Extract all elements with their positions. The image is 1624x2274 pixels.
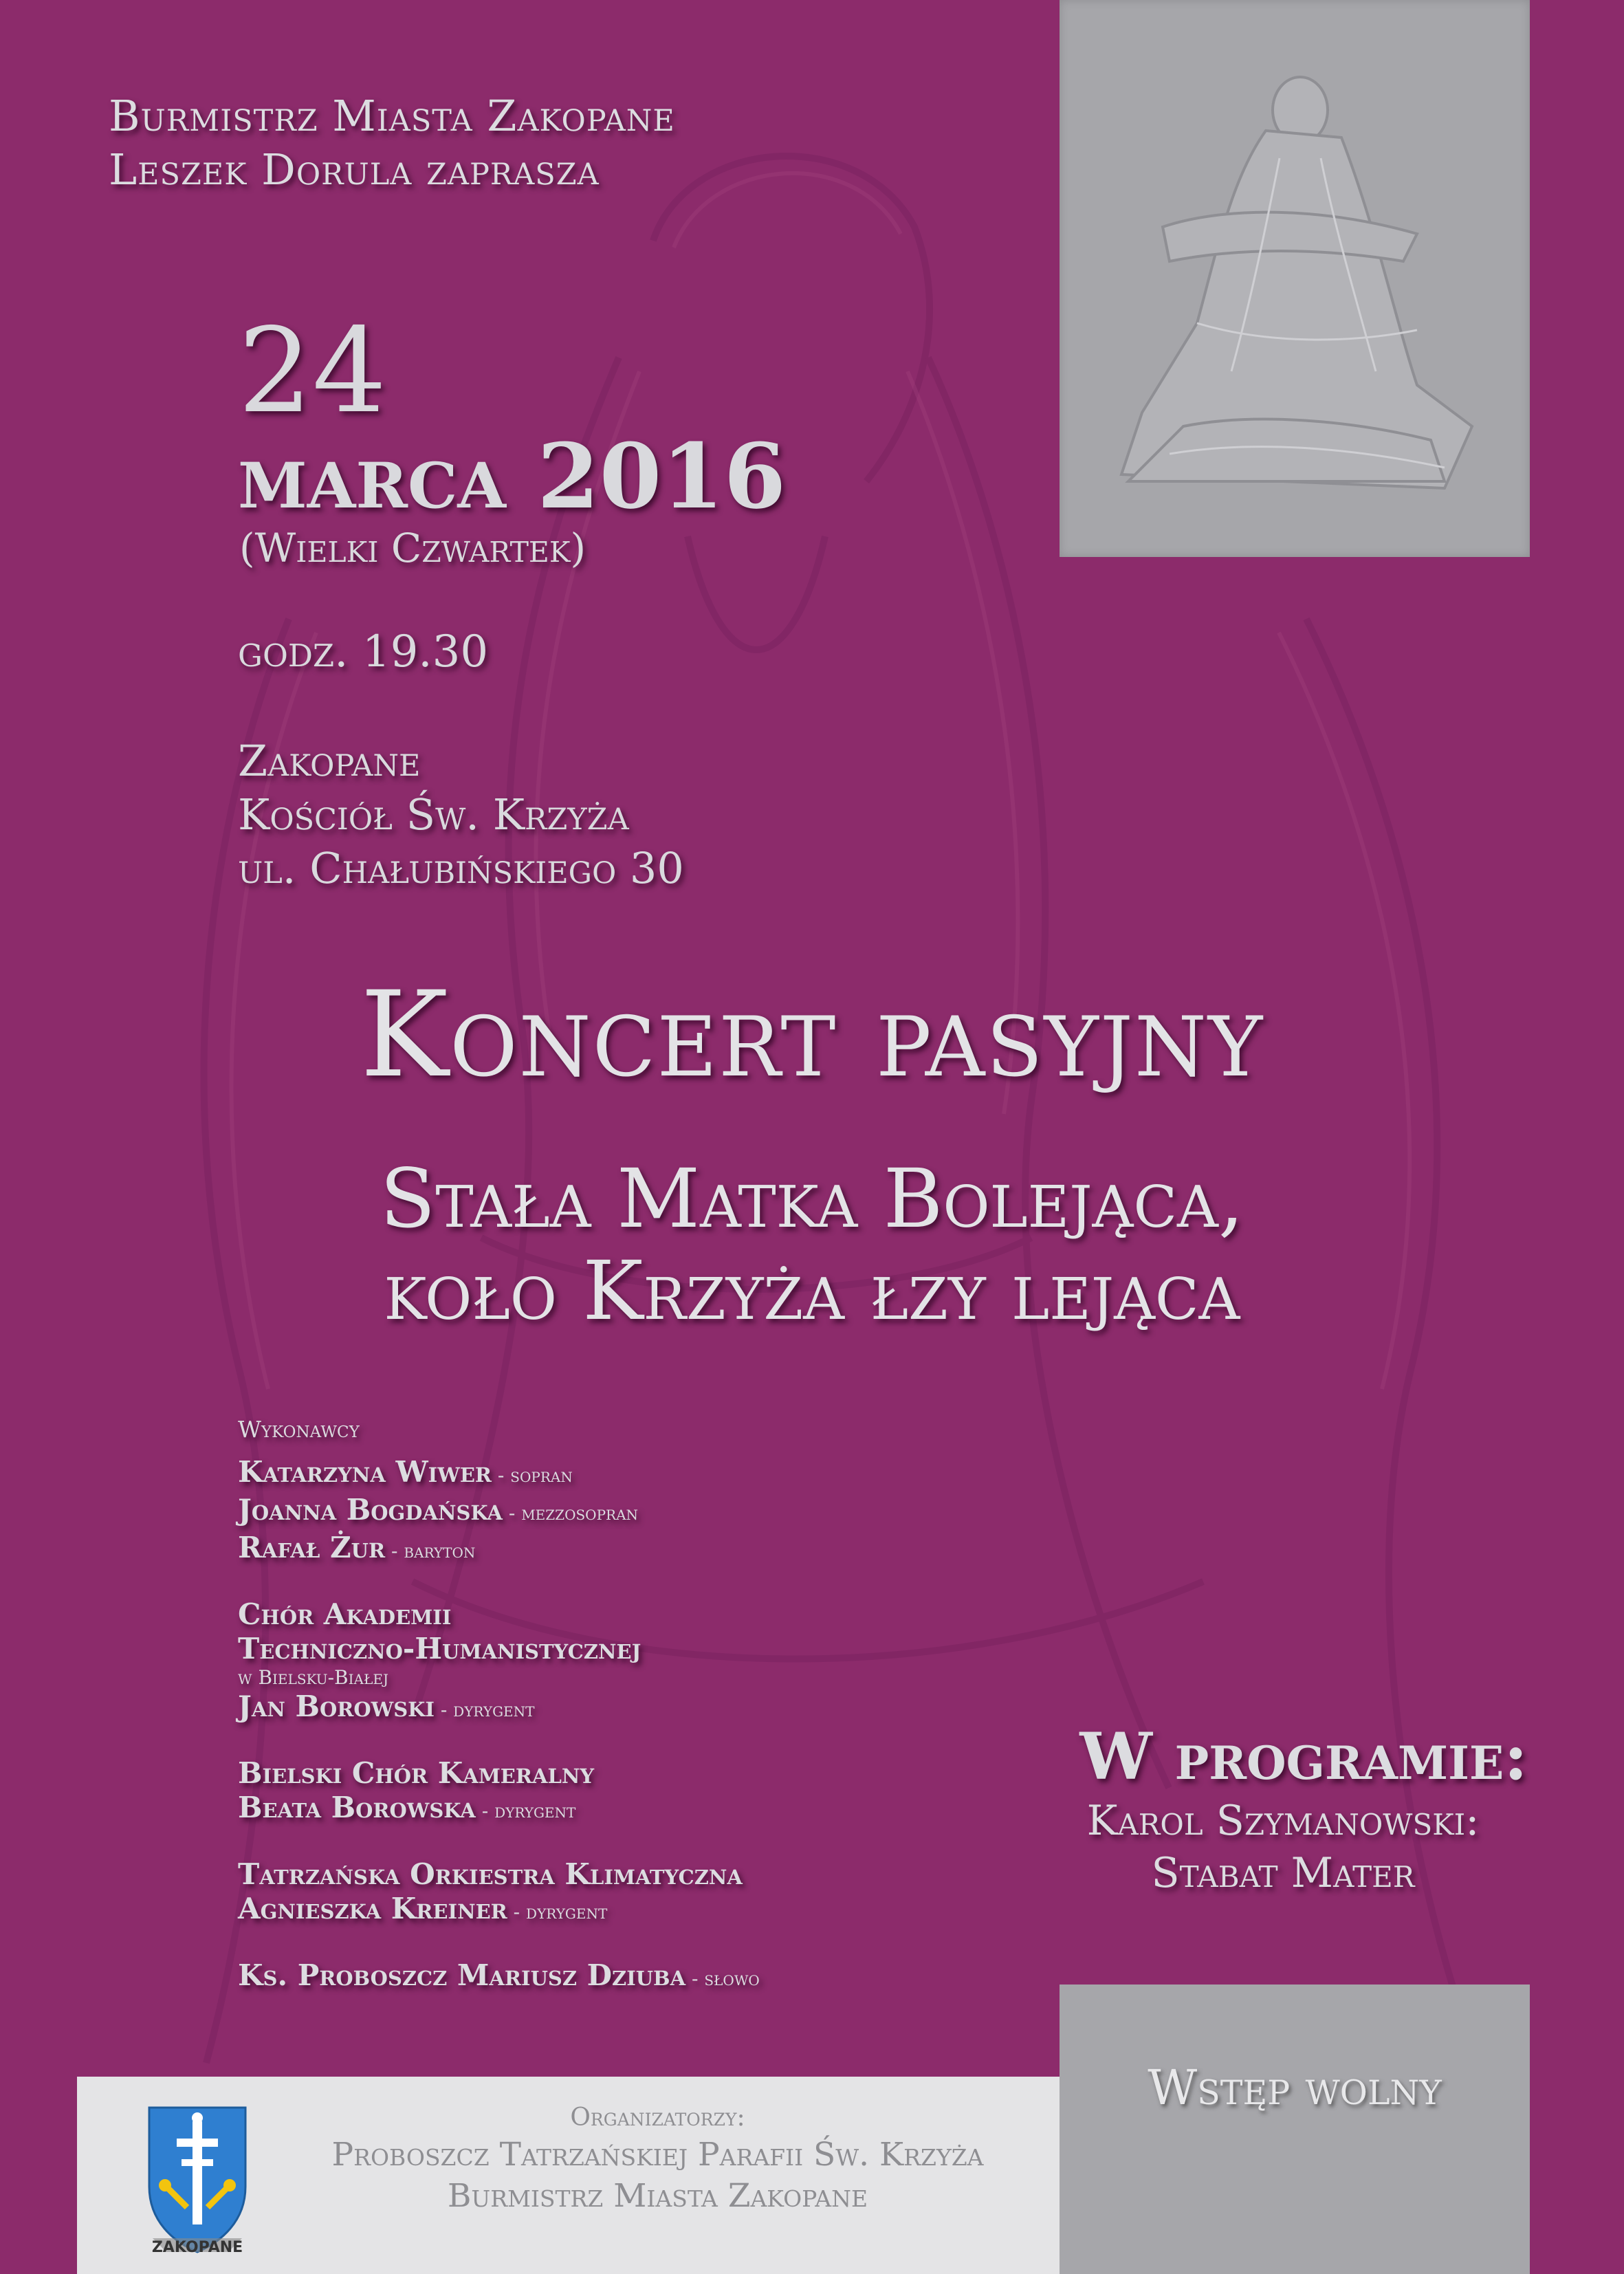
subtitle-line-1: Stała Matka Bolejąca, [380,1151,1244,1246]
performer-name: Jan Borowski [238,1690,435,1723]
organizer-line-2: Burmistrz Miasta Zakopane [447,2177,868,2215]
performer-name: Katarzyna Wiwer [238,1455,492,1489]
free-entry-text: Wstęp wolny [1148,2059,1442,2116]
subtitle-line-2: koło Krzyża łzy lejąca [384,1243,1240,1338]
zakopane-crest-icon [146,2104,249,2255]
event-note: (Wielki Czwartek) [239,525,586,571]
event-day: 24 [238,303,387,439]
choir-1-line-2: Techniczno-Humanistycznej [238,1632,641,1665]
list-item [238,1493,760,1531]
organizer-line-1: Proboszcz Tatrzańskiej Parafii Św. Krzyża [331,2136,984,2174]
event-time: godz. 19.30 [238,626,489,677]
choir-1-line-1: Chór Akademii [238,1597,452,1631]
inviter-line-2: Leszek Dorula zaprasza [109,144,600,195]
inviter-text [109,89,675,197]
orchestra-group [238,1857,760,1929]
list-item [238,1791,760,1828]
performer-name: Joanna Bogdańska [238,1493,503,1527]
list-item [238,1531,760,1568]
choir-2-line-1: Bielski Chór Kameralny [238,1756,595,1790]
free-entry-panel [1060,1985,1530,2274]
list-item [238,1455,760,1493]
performers-label: Wykonawcy [238,1416,360,1443]
performer-name: Rafał Żur [238,1531,386,1564]
list-item [238,1958,760,1996]
orchestra-line-1: Tatrzańska Orkiestra Klimatyczna [238,1857,743,1891]
list-item [238,1690,760,1727]
performer-name: Agnieszka Kreiner [238,1892,507,1925]
program-section [963,1719,1528,1899]
pieta-image-panel [1060,0,1530,557]
choir-1-group [238,1597,760,1727]
event-venue [238,734,684,895]
pieta-relief-image [1060,0,1530,557]
inviter-line-1: Burmistrz Miasta Zakopane [109,91,675,141]
performer-role: - sopran [492,1464,573,1487]
concert-title: Koncert pasyjny [360,965,1264,1104]
performer-role: - mezzosopran [502,1502,639,1524]
organizers-text [256,2101,1060,2217]
event-month-year: marca 2016 [238,424,787,529]
speaker-group [238,1958,760,1996]
organizers-footer [77,2077,1060,2274]
soloists-group [238,1455,760,1568]
performer-role: - dyrygent [434,1698,535,1721]
performer-name: Beata Borowska [238,1791,476,1824]
performer-role: - dyrygent [507,1901,608,1923]
performer-name: Ks. Proboszcz Mariusz Dziuba [238,1958,686,1992]
concert-subtitle [0,1152,1624,1337]
choir-2-group [238,1756,760,1828]
organizers-label: Organizatorzy: [570,2103,745,2132]
performers-list [238,1412,760,1996]
list-item [238,1892,760,1929]
performer-role: - dyrygent [475,1800,576,1822]
venue-church: Kościół Św. Krzyża [238,789,629,840]
performer-role: - słowo [685,1967,760,1990]
program-heading: W programie: [1079,1719,1528,1795]
performer-role: - baryton [385,1540,476,1562]
crest-caption: ZAKOPANE [151,2239,243,2256]
program-work: Stabat Mater [1151,1849,1415,1897]
venue-city: Zakopane [238,736,421,786]
program-composer: Karol Szymanowski: [1086,1797,1480,1845]
venue-street: ul. Chałubińskiego 30 [238,843,684,893]
choir-1-line-3: w Bielsku-Białej [238,1666,388,1689]
